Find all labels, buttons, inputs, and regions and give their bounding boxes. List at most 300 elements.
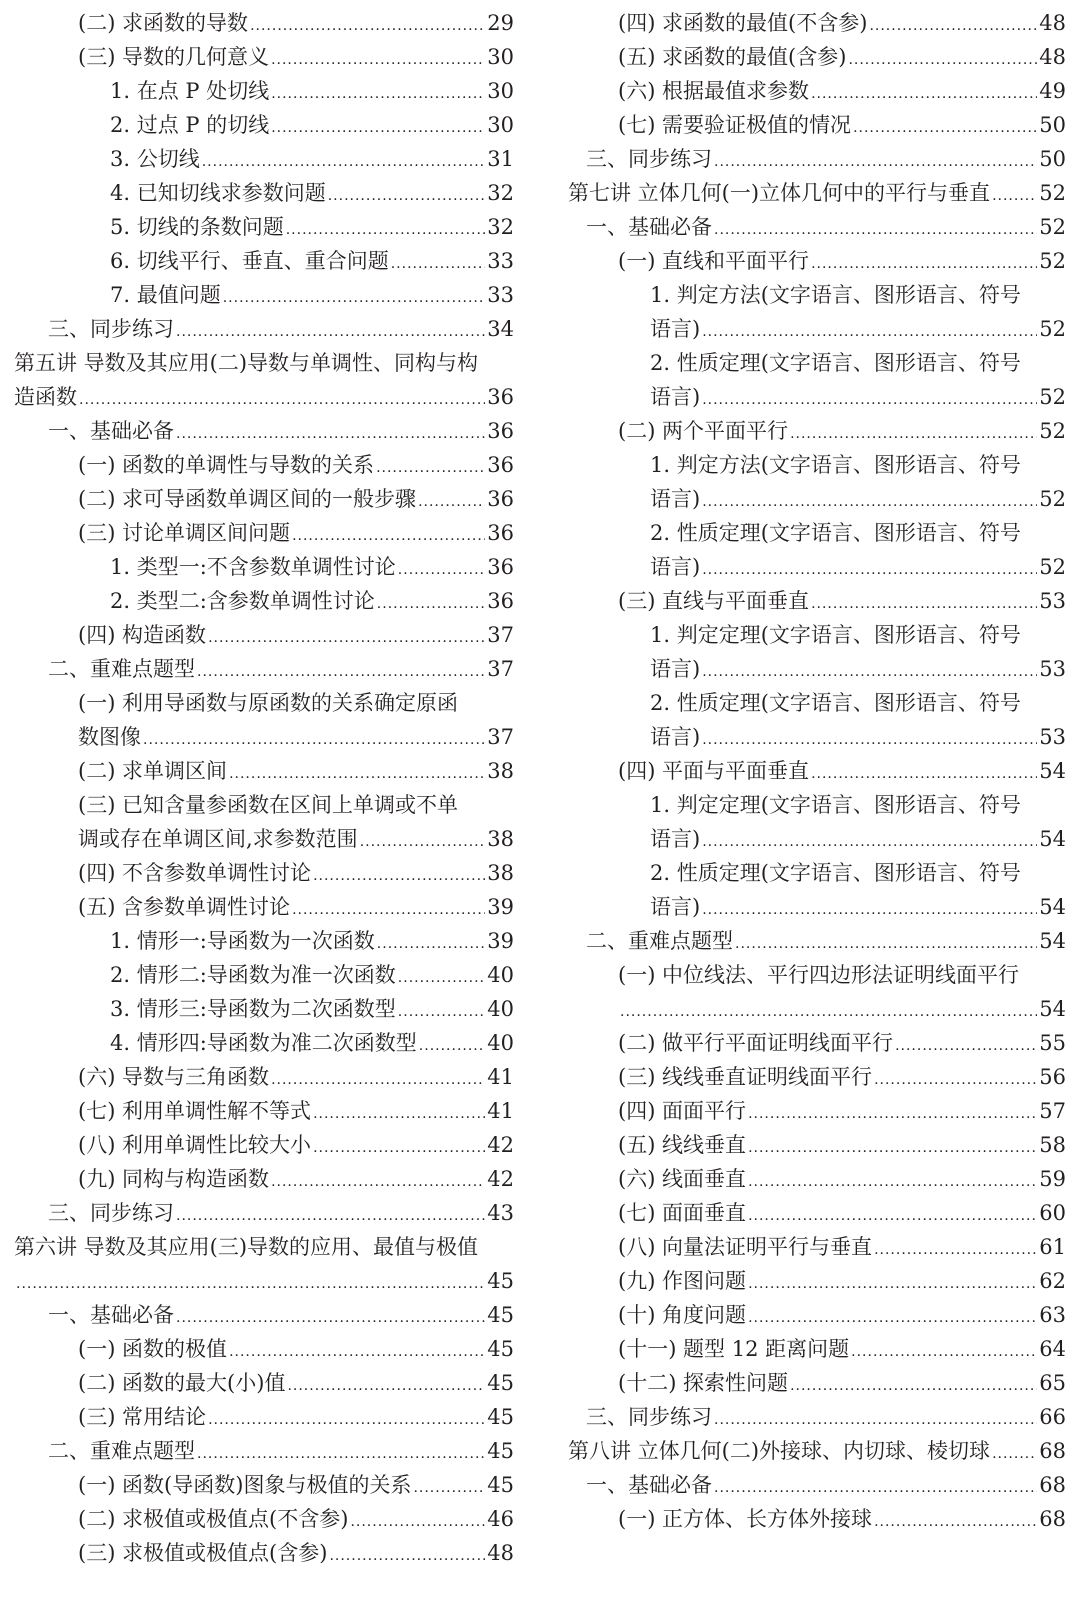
dot-leader <box>377 587 485 621</box>
toc-entry[interactable] <box>568 1094 1066 1128</box>
toc-entry-title: 第六讲 导数及其应用(三)导数的应用、最值与极值 <box>14 1235 479 1259</box>
toc-entry-title: (一) 利用导函数与原函数的关系确定原函 <box>78 691 459 715</box>
dot-leader <box>398 995 485 1029</box>
toc-entry-title: 2. 性质定理(文字语言、图形语言、符号 <box>650 351 1021 375</box>
toc-entry[interactable] <box>14 6 514 40</box>
toc-entry[interactable] <box>568 856 1066 924</box>
toc-entry[interactable] <box>14 1434 514 1468</box>
toc-entry-title: 1. 判定方法(文字语言、图形语言、符号 <box>650 283 1021 307</box>
toc-entry[interactable] <box>568 1332 1066 1366</box>
toc-entry-title: 一、基础必备 <box>586 215 712 239</box>
toc-page-number: 45 <box>487 1269 514 1293</box>
dot-leader <box>748 1301 1037 1335</box>
dot-leader <box>702 723 1037 757</box>
toc-entry-title: (六) 根据最值求参数 <box>618 79 810 103</box>
dot-leader <box>851 1335 1037 1369</box>
toc-entry-title-continued: 语言) <box>650 385 701 409</box>
toc-page-number: 53 <box>1039 725 1066 749</box>
toc-entry[interactable] <box>568 1162 1066 1196</box>
toc-entry-title: 第五讲 导数及其应用(二)导数与单调性、同构与构 <box>14 351 479 375</box>
toc-entry-title: (三) 常用结论 <box>78 1405 207 1429</box>
toc-entry[interactable] <box>14 584 514 618</box>
toc-entry[interactable] <box>14 210 514 244</box>
toc-entry[interactable] <box>568 1434 1066 1468</box>
toc-entry-title: (二) 函数的最大(小)值 <box>78 1371 286 1395</box>
toc-entry[interactable] <box>14 74 514 108</box>
dot-leader <box>328 179 486 213</box>
toc-entry-title: (一) 中位线法、平行四边形法证明线面平行 <box>618 963 1020 987</box>
toc-page-number: 54 <box>1039 895 1066 919</box>
toc-entry[interactable] <box>14 890 514 924</box>
dot-leader <box>286 213 486 247</box>
dot-leader <box>176 315 485 349</box>
toc-entry[interactable] <box>568 414 1066 448</box>
dot-leader <box>895 1029 1037 1063</box>
toc-page-number: 58 <box>1039 1133 1066 1157</box>
toc-entry[interactable] <box>14 856 514 890</box>
toc-entry-title: (四) 平面与平面垂直 <box>618 759 810 783</box>
toc-page-number: 60 <box>1039 1201 1066 1225</box>
dot-leader <box>811 587 1037 621</box>
toc-entry[interactable] <box>568 754 1066 788</box>
toc-page-number: 50 <box>1039 113 1066 137</box>
toc-right-column <box>568 6 1066 1536</box>
toc-entry-title: 1. 情形一:导函数为一次函数 <box>110 929 375 953</box>
toc-entry[interactable] <box>568 1298 1066 1332</box>
toc-entry[interactable] <box>568 40 1066 74</box>
toc-entry[interactable] <box>568 618 1066 686</box>
toc-entry-title: (二) 求可导函数单调区间的一般步骤 <box>78 487 417 511</box>
dot-leader <box>702 315 1037 349</box>
toc-entry-title: (五) 含参数单调性讨论 <box>78 895 291 919</box>
toc-entry-title: 2. 过点 P 的切线 <box>110 113 270 137</box>
toc-page-number: 33 <box>487 283 514 307</box>
toc-page-number: 64 <box>1039 1337 1066 1361</box>
toc-entry-title: 三、同步练习 <box>48 1201 174 1225</box>
toc-entry-title: 5. 切线的条数问题 <box>110 215 284 239</box>
toc-entry-title-continued: 语言) <box>650 555 701 579</box>
toc-entry-title: (四) 求函数的最值(不含参) <box>618 11 868 35</box>
toc-entry[interactable] <box>14 108 514 142</box>
toc-entry-title: (三) 求极值或极值点(含参) <box>78 1541 328 1565</box>
toc-entry-title: 4. 情形四:导函数为准二次函数型 <box>110 1031 417 1055</box>
toc-page-number: 45 <box>487 1439 514 1463</box>
toc-page-number: 52 <box>1039 385 1066 409</box>
toc-entry[interactable] <box>568 584 1066 618</box>
toc-entry-title-continued: 语言) <box>650 487 701 511</box>
toc-page-number: 45 <box>487 1371 514 1395</box>
dot-leader <box>748 1199 1037 1233</box>
toc-entry-title: (二) 求极值或极值点(不含参) <box>78 1507 349 1531</box>
toc-entry[interactable] <box>568 278 1066 346</box>
dot-leader <box>748 1165 1037 1199</box>
toc-entry[interactable] <box>14 1332 514 1366</box>
toc-entry[interactable] <box>14 652 514 686</box>
dot-leader <box>176 1199 485 1233</box>
toc-page-number: 36 <box>487 487 514 511</box>
toc-entry-title: (三) 已知含量参函数在区间上单调或不单 <box>78 793 459 817</box>
toc-entry-title: (十) 角度问题 <box>618 1303 747 1327</box>
toc-entry-title-continued: 语言) <box>650 725 701 749</box>
dot-leader <box>377 927 485 961</box>
toc-entry-title: 二、重难点题型 <box>586 929 733 953</box>
toc-page-number: 30 <box>487 79 514 103</box>
toc-entry-title: (一) 直线和平面平行 <box>618 249 810 273</box>
toc-entry[interactable] <box>14 414 514 448</box>
toc-entry-title: 一、基础必备 <box>48 419 174 443</box>
dot-leader <box>271 1165 485 1199</box>
toc-entry[interactable] <box>568 1196 1066 1230</box>
toc-page-number: 36 <box>487 521 514 545</box>
dot-leader <box>223 281 486 315</box>
toc-entry-title: (八) 向量法证明平行与垂直 <box>618 1235 873 1259</box>
toc-page-number: 40 <box>487 1031 514 1055</box>
toc-page-number: 36 <box>487 453 514 477</box>
toc-entry[interactable] <box>14 958 514 992</box>
toc-entry-title: (七) 利用单调性解不等式 <box>78 1099 312 1123</box>
toc-page-number: 46 <box>487 1507 514 1531</box>
toc-page-number: 34 <box>487 317 514 341</box>
toc-page-number: 33 <box>487 249 514 273</box>
dot-leader <box>271 111 485 145</box>
toc-entry-title: 第七讲 立体几何(一)立体几何中的平行与垂直 <box>568 181 991 205</box>
dot-leader <box>271 77 485 111</box>
toc-page-number: 66 <box>1039 1405 1066 1429</box>
toc-entry-title: (三) 讨论单调区间问题 <box>78 521 291 545</box>
toc-entry-title: (四) 不含参数单调性讨论 <box>78 861 312 885</box>
dot-leader <box>350 1505 485 1539</box>
dot-leader <box>418 485 485 519</box>
dot-leader <box>176 1301 485 1335</box>
toc-entry[interactable] <box>14 550 514 584</box>
toc-entry[interactable] <box>568 1502 1066 1536</box>
toc-entry[interactable] <box>14 924 514 958</box>
toc-entry[interactable] <box>568 788 1066 856</box>
toc-page-number: 52 <box>1039 555 1066 579</box>
toc-entry-title: (八) 利用单调性比较大小 <box>78 1133 312 1157</box>
dot-leader <box>811 77 1037 111</box>
dot-leader <box>702 553 1037 587</box>
toc-entry[interactable] <box>14 176 514 210</box>
toc-entry[interactable] <box>14 1094 514 1128</box>
toc-page-number: 54 <box>1039 997 1066 1021</box>
toc-entry-title: 6. 切线平行、垂直、重合问题 <box>110 249 389 273</box>
toc-entry[interactable] <box>568 1060 1066 1094</box>
dot-leader <box>702 655 1037 689</box>
toc-entry[interactable] <box>14 40 514 74</box>
dot-leader <box>748 1131 1037 1165</box>
toc-entry[interactable] <box>568 1400 1066 1434</box>
toc-page-number: 68 <box>1039 1507 1066 1531</box>
dot-leader <box>271 1063 485 1097</box>
toc-page-number: 61 <box>1039 1235 1066 1259</box>
dot-leader <box>79 383 485 417</box>
toc-entry-title-continued: 语言) <box>650 317 701 341</box>
dot-leader <box>790 1369 1037 1403</box>
toc-entry-title-continued: 数图像 <box>78 725 141 749</box>
dot-leader <box>853 111 1037 145</box>
toc-page-number: 30 <box>487 45 514 69</box>
dot-leader <box>811 247 1037 281</box>
toc-entry[interactable] <box>14 312 514 346</box>
toc-page-number: 37 <box>487 657 514 681</box>
toc-page-number: 36 <box>487 589 514 613</box>
toc-page-number: 41 <box>487 1065 514 1089</box>
toc-entry-title: 二、重难点题型 <box>48 1439 195 1463</box>
toc-entry-title-continued: 语言) <box>650 827 701 851</box>
dot-leader <box>197 1437 485 1471</box>
toc-entry[interactable] <box>14 1196 514 1230</box>
toc-entry-title-continued: 语言) <box>650 657 701 681</box>
dot-leader <box>398 553 485 587</box>
toc-entry-title: (二) 求单调区间 <box>78 759 228 783</box>
toc-page-number: 36 <box>487 385 514 409</box>
toc-entry-title: 二、重难点题型 <box>48 657 195 681</box>
toc-page-number: 32 <box>487 215 514 239</box>
toc-entry-title: (五) 线线垂直 <box>618 1133 747 1157</box>
toc-entry[interactable] <box>568 1026 1066 1060</box>
toc-page-number: 54 <box>1039 759 1066 783</box>
toc-entry[interactable] <box>568 448 1066 516</box>
toc-page-number: 52 <box>1039 181 1066 205</box>
toc-entry[interactable] <box>14 1128 514 1162</box>
toc-page-number: 52 <box>1039 249 1066 273</box>
dot-leader <box>292 519 485 553</box>
toc-entry-title: (七) 面面垂直 <box>618 1201 747 1225</box>
toc-page-number: 45 <box>487 1473 514 1497</box>
toc-entry-title: 3. 公切线 <box>110 147 200 171</box>
toc-entry[interactable] <box>568 244 1066 278</box>
toc-entry[interactable] <box>14 1026 514 1060</box>
toc-entry[interactable] <box>568 1366 1066 1400</box>
toc-entry[interactable] <box>14 754 514 788</box>
toc-page-number: 37 <box>487 623 514 647</box>
toc-page-number: 53 <box>1039 657 1066 681</box>
toc-page-number: 52 <box>1039 419 1066 443</box>
toc-page-number: 45 <box>487 1303 514 1327</box>
toc-page-number: 57 <box>1039 1099 1066 1123</box>
dot-leader <box>229 1335 485 1369</box>
toc-entry-title: (六) 线面垂直 <box>618 1167 747 1191</box>
toc-entry[interactable] <box>568 74 1066 108</box>
toc-page-number: 52 <box>1039 487 1066 511</box>
dot-leader <box>329 1539 485 1573</box>
toc-page-number: 32 <box>487 181 514 205</box>
toc-entry[interactable] <box>568 346 1066 414</box>
toc-page-number: 42 <box>487 1167 514 1191</box>
toc-entry[interactable] <box>568 686 1066 754</box>
dot-leader <box>702 485 1037 519</box>
toc-entry[interactable] <box>568 1230 1066 1264</box>
dot-leader <box>16 1267 485 1301</box>
toc-page-number: 40 <box>487 997 514 1021</box>
toc-entry-title: 三、同步练习 <box>586 1405 712 1429</box>
dot-leader <box>208 1403 485 1437</box>
dot-leader <box>714 213 1037 247</box>
toc-entry-title: (一) 正方体、长方体外接球 <box>618 1507 873 1531</box>
dot-leader <box>313 859 485 893</box>
toc-page-number: 52 <box>1039 317 1066 341</box>
dot-leader <box>250 9 485 43</box>
toc-page-number: 45 <box>487 1405 514 1429</box>
toc-entry-title-continued: 造函数 <box>14 385 77 409</box>
dot-leader <box>287 1369 485 1403</box>
toc-entry-title: (二) 做平行平面证明线面平行 <box>618 1031 894 1055</box>
dot-leader <box>229 757 485 791</box>
toc-entry-title: (一) 函数的极值 <box>78 1337 228 1361</box>
dot-leader <box>702 893 1037 927</box>
toc-entry-title: 1. 判定方法(文字语言、图形语言、符号 <box>650 453 1021 477</box>
toc-entry[interactable] <box>14 788 514 856</box>
dot-leader <box>398 961 485 995</box>
toc-entry-title: 7. 最值问题 <box>110 283 221 307</box>
toc-entry[interactable] <box>14 1230 514 1298</box>
toc-page-number: 38 <box>487 861 514 885</box>
toc-entry[interactable] <box>568 516 1066 584</box>
toc-entry-title: 三、同步练习 <box>586 147 712 171</box>
dot-leader <box>176 417 485 451</box>
toc-page-number: 59 <box>1039 1167 1066 1191</box>
toc-entry[interactable] <box>14 1400 514 1434</box>
dot-leader <box>790 417 1037 451</box>
toc-entry[interactable] <box>14 1502 514 1536</box>
toc-page-number: 38 <box>487 827 514 851</box>
toc-entry-title: (五) 求函数的最值(含参) <box>618 45 847 69</box>
dot-leader <box>714 145 1037 179</box>
toc-page-number: 39 <box>487 895 514 919</box>
toc-entry[interactable] <box>568 958 1066 1026</box>
toc-entry-title: (二) 两个平面平行 <box>618 419 789 443</box>
toc-entry[interactable] <box>14 992 514 1026</box>
toc-entry-title-continued: 调或存在单调区间,求参数范围 <box>78 827 358 851</box>
toc-page-number: 41 <box>487 1099 514 1123</box>
toc-page-number: 55 <box>1039 1031 1066 1055</box>
dot-leader <box>992 1437 1037 1471</box>
toc-entry-title-continued: 语言) <box>650 895 701 919</box>
toc-page-number: 52 <box>1039 215 1066 239</box>
toc-page-number: 43 <box>487 1201 514 1225</box>
dot-leader <box>869 9 1037 43</box>
toc-entry-title: 第八讲 立体几何(二)外接球、内切球、棱切球 <box>568 1439 991 1463</box>
toc-entry[interactable] <box>568 1264 1066 1298</box>
dot-leader <box>748 1097 1037 1131</box>
toc-left-column <box>14 6 514 1570</box>
toc-entry-title: (四) 面面平行 <box>618 1099 747 1123</box>
toc-page-number: 63 <box>1039 1303 1066 1327</box>
dot-leader <box>202 145 486 179</box>
toc-entry[interactable] <box>14 448 514 482</box>
toc-page-number: 45 <box>487 1337 514 1361</box>
toc-entry-title: 1. 类型一:不含参数单调性讨论 <box>110 555 396 579</box>
toc-entry-title: (一) 函数(导函数)图象与极值的关系 <box>78 1473 412 1497</box>
dot-leader <box>208 621 485 655</box>
toc-entry[interactable] <box>14 482 514 516</box>
toc-entry[interactable] <box>14 618 514 652</box>
toc-entry[interactable] <box>568 142 1066 176</box>
toc-entry[interactable] <box>568 210 1066 244</box>
dot-leader <box>360 825 486 859</box>
toc-page-number: 50 <box>1039 147 1066 171</box>
toc-entry-title: (三) 线线垂直证明线面平行 <box>618 1065 873 1089</box>
dot-leader <box>292 893 485 927</box>
toc-entry-title: (三) 导数的几何意义 <box>78 45 270 69</box>
toc-entry-title: 1. 判定定理(文字语言、图形语言、符号 <box>650 793 1021 817</box>
dot-leader <box>419 1029 485 1063</box>
dot-leader <box>848 43 1037 77</box>
toc-entry-title: 3. 情形三:导函数为二次函数型 <box>110 997 396 1021</box>
toc-entry-title: (二) 求函数的导数 <box>78 11 249 35</box>
toc-entry[interactable] <box>568 176 1066 210</box>
dot-leader <box>874 1505 1037 1539</box>
toc-page-number: 29 <box>487 11 514 35</box>
toc-entry[interactable] <box>14 346 514 414</box>
dot-leader <box>391 247 486 281</box>
toc-entry-title: (四) 构造函数 <box>78 623 207 647</box>
toc-entry[interactable] <box>14 1468 514 1502</box>
toc-page-number: 48 <box>1039 11 1066 35</box>
toc-entry-title: (十一) 题型 12 距离问题 <box>618 1337 850 1361</box>
dot-leader <box>271 43 485 77</box>
toc-page-number: 54 <box>1039 827 1066 851</box>
dot-leader <box>992 179 1037 213</box>
toc-page-number: 53 <box>1039 589 1066 613</box>
toc-entry[interactable] <box>14 1162 514 1196</box>
toc-entry-title: 2. 性质定理(文字语言、图形语言、符号 <box>650 861 1021 885</box>
toc-entry-title: (九) 作图问题 <box>618 1269 747 1293</box>
toc-entry[interactable] <box>14 1060 514 1094</box>
toc-entry[interactable] <box>568 108 1066 142</box>
toc-page-number: 62 <box>1039 1269 1066 1293</box>
toc-entry[interactable] <box>14 142 514 176</box>
dot-leader <box>714 1403 1037 1437</box>
dot-leader <box>874 1063 1037 1097</box>
dot-leader <box>620 995 1037 1029</box>
toc-page-number: 31 <box>487 147 514 171</box>
toc-entry[interactable] <box>14 278 514 312</box>
toc-page-number: 68 <box>1039 1473 1066 1497</box>
dot-leader <box>313 1097 485 1131</box>
toc-entry[interactable] <box>568 6 1066 40</box>
toc-entry-title: 2. 性质定理(文字语言、图形语言、符号 <box>650 521 1021 545</box>
toc-page-number: 40 <box>487 963 514 987</box>
toc-page-number: 48 <box>1039 45 1066 69</box>
toc-page-number: 49 <box>1039 79 1066 103</box>
toc-entry[interactable] <box>14 1298 514 1332</box>
toc-page-number: 36 <box>487 419 514 443</box>
toc-entry[interactable] <box>568 1128 1066 1162</box>
toc-entry[interactable] <box>568 1468 1066 1502</box>
toc-page-number: 37 <box>487 725 514 749</box>
toc-entry[interactable] <box>568 924 1066 958</box>
toc-page-number: 48 <box>487 1541 514 1565</box>
dot-leader <box>197 655 485 689</box>
toc-entry[interactable] <box>14 516 514 550</box>
toc-entry-title: (六) 导数与三角函数 <box>78 1065 270 1089</box>
toc-page-number: 56 <box>1039 1065 1066 1089</box>
dot-leader <box>143 723 485 757</box>
toc-entry[interactable] <box>14 686 514 754</box>
dot-leader <box>714 1471 1037 1505</box>
toc-entry-title: (九) 同构与构造函数 <box>78 1167 270 1191</box>
toc-entry-title: 2. 情形二:导函数为准一次函数 <box>110 963 396 987</box>
toc-entry-title: 2. 性质定理(文字语言、图形语言、符号 <box>650 691 1021 715</box>
toc-entry-title: (三) 直线与平面垂直 <box>618 589 810 613</box>
toc-entry[interactable] <box>14 1536 514 1570</box>
toc-entry[interactable] <box>14 244 514 278</box>
dot-leader <box>811 757 1037 791</box>
dot-leader <box>702 825 1037 859</box>
toc-entry[interactable] <box>14 1366 514 1400</box>
